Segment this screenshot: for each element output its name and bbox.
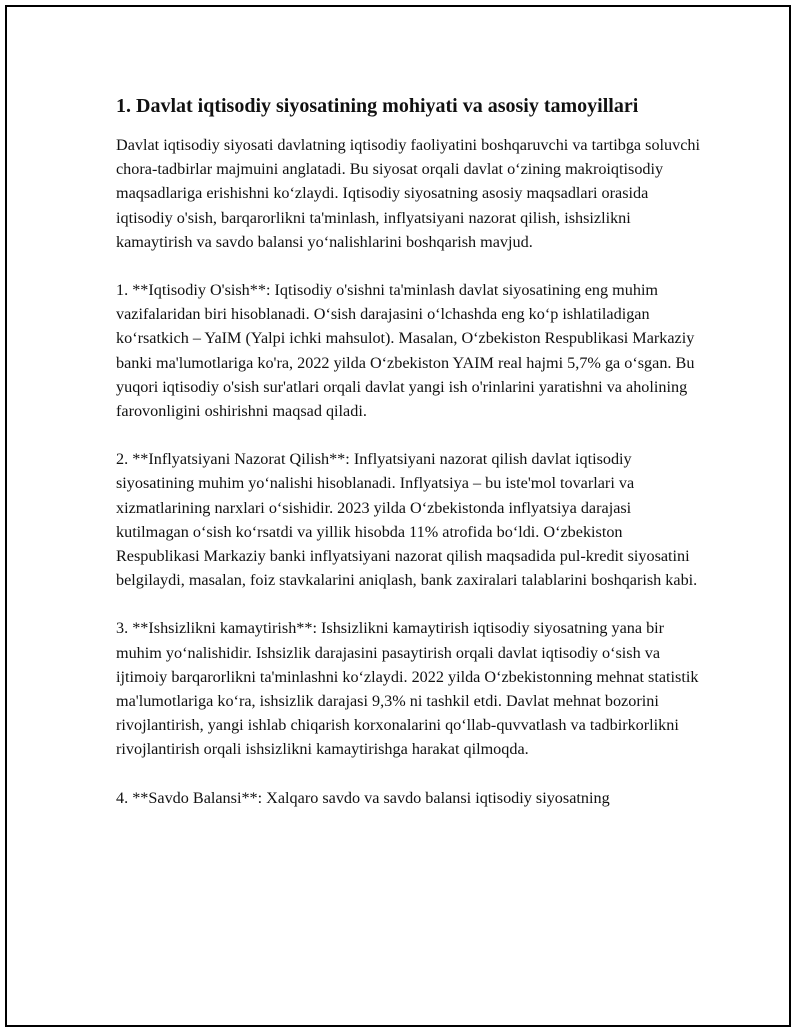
inflation-control-paragraph: 2. **Inflyatsiyani Nazorat Qilish**: Inflyatsiyani nazorat qilish davlat iqtisodiy siyosatining muhim yo‘nalishi hisoblanadi. Inflyatsiya – bu iste'mol tovarlari va xizmatlarining narxlari o‘sishidir. 2023 yilda O‘zbekistonda inflyatsiya darajasi kutilmagan o‘sish ko‘rsatdi va yillik hisobda 11% atrofida bo‘ldi. O‘zbekiston Respublikasi Markaziy banki inflyatsiyani nazorat qilish maqsadida pul-kredit siyosatini belgilaydi, masalan, foiz stavkalarini aniqlash, bank zaxiralari talablarini boshqarish kabi. bbox=[116, 450, 698, 590]
unemployment-paragraph: 3. **Ishsizlikni kamaytirish**: Ishsizlikni kamaytirish iqtisodiy siyosatning yana bir muhim yo‘nalishidir. Ishsizlik darajasini pasaytirish orqali davlat iqtisodiy o‘sish va ijtimoiy barqarorlikni ta'minlashni ko‘zlaydi. 2022 yilda O‘zbekistonning mehnat statistik ma'lumotlariga ko‘ra, ishsizlik darajasi 9,3% ni tashkil etdi. Davlat mehnat bozorini rivojlantirish, yangi ishlab chiqarish korxonalarini qo‘llab-quvvatlash va tadbirkorlikni rivojlantirish orqali ishsizlikni kamaytirishga harakat qilmoqda. bbox=[116, 619, 699, 759]
economic-growth-paragraph: 1. **Iqtisodiy O'sish**: Iqtisodiy o'sishni ta'minlash davlat siyosatining eng muhim vazifalaridan biri hisoblanadi. O‘sish darajasini o‘lchashda eng ko‘p ishlatiladigan ko‘rsatkich – YaIM (Yalpi ichki mahsulot). Masalan, O‘zbekiston Respublikasi Markaziy banki ma'lumotlariga ko'ra, 2022 yilda O‘zbekiston YAIM real hajmi 5,7% ga o‘sgan. Bu yuqori iqtisodiy o'sish sur'atlari orqali davlat yangi ish o'rinlarini yaratishni va aholining farovonligini oshirishni maqsad qiladi. bbox=[116, 281, 695, 421]
document-body bbox=[116, 93, 701, 834]
section-title: 1. Davlat iqtisodiy siyosatining mohiyati va asosiy tamoyillari bbox=[116, 95, 639, 117]
trade-balance-paragraph: 4. **Savdo Balansi**: Xalqaro savdo va savdo balansi iqtisodiy siyosatning bbox=[116, 788, 610, 807]
intro-paragraph: Davlat iqtisodiy siyosati davlatning iqtisodiy faoliyatini boshqaruvchi va tartibga soluvchi chora-tadbirlar majmuini anglatadi. Bu siyosat orqali davlat o‘zining makroiqtisodiy maqsadlariga erishishni ko‘zlaydi. Iqtisodiy siyosatning asosiy maqsadlari orasida iqtisodiy o'sish, barqarorlikni ta'minlash, inflyatsiyani nazorat qilish, ishsizlikni kamaytirish va savdo balansi yo‘nalishlarini boshqarish mavjud. bbox=[116, 136, 701, 251]
